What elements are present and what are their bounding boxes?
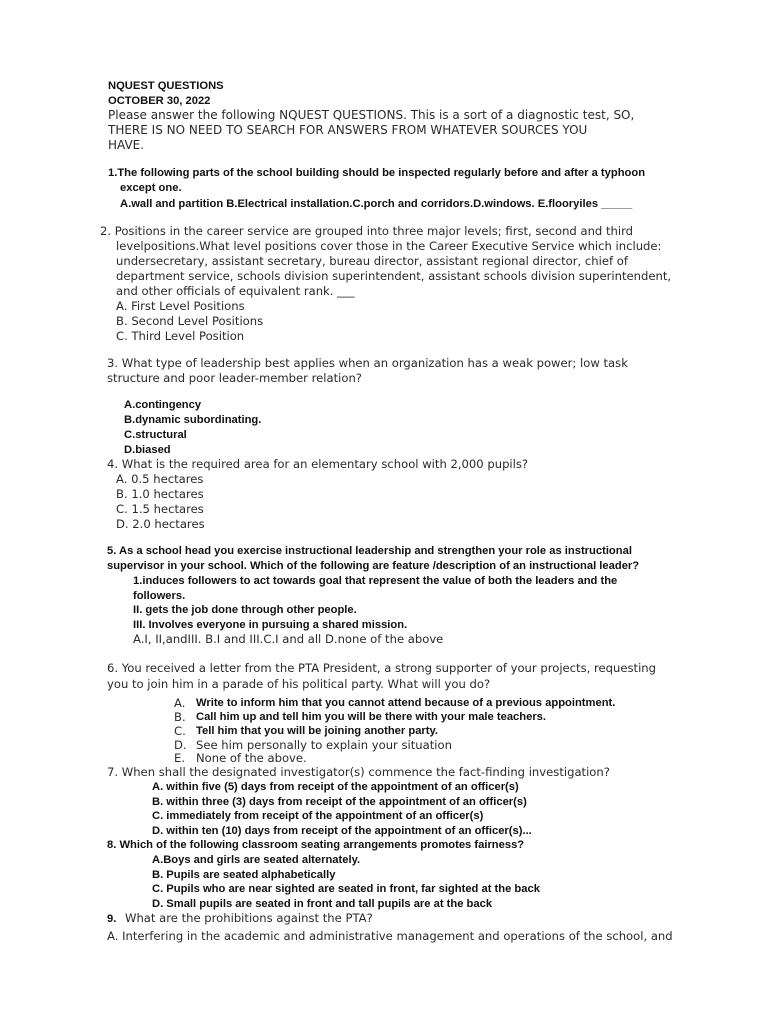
q5-item-2: II. gets the job done through other people. bbox=[133, 604, 357, 616]
q4-line-1: 4. What is the required area for an elementary school with 2,000 pupils? bbox=[107, 457, 529, 471]
q2-option-a: A. First Level Positions bbox=[116, 299, 245, 313]
q9-option-a: A. Interfering in the academic and administrative management and operations of the school, and bbox=[107, 929, 673, 943]
q3-line-1: 3. What type of leadership best applies when an organization has a weak power; low task bbox=[107, 356, 628, 370]
q1-line-1: 1.The following parts of the school building should be inspected regularly before and after a typhoon bbox=[108, 167, 646, 179]
q4-option-a: A. 0.5 hectares bbox=[116, 472, 204, 486]
q3-option-d: D.biased bbox=[124, 444, 171, 456]
document-title: NQUEST QUESTIONS bbox=[108, 80, 224, 92]
q2-line-1: 2. Positions in the career service are grouped into three major levels; first, second and third bbox=[100, 224, 633, 238]
q5-item-1: 1.induces followers to act towards goal that represent the value of both the leaders and the bbox=[133, 575, 618, 587]
q2-line-5: and other officials of equivalent rank. ___ bbox=[116, 284, 355, 298]
document-date: OCTOBER 30, 2022 bbox=[108, 95, 211, 107]
q2-option-c: C. Third Level Position bbox=[116, 329, 245, 343]
q5-line-2: supervisor in your school. Which of the following are feature /description of an instructional leader? bbox=[107, 560, 640, 572]
q1-choices: A.wall and partition B.Electrical installation.C.porch and corridors.D.windows. E.flooryiles _____ bbox=[120, 198, 633, 210]
q3-option-b: B.dynamic subordinating. bbox=[124, 414, 262, 426]
q9-number: 9. bbox=[107, 913, 117, 925]
q6-option-e-text: None of the above. bbox=[196, 751, 307, 765]
q6-option-d-text: See him personally to explain your situation bbox=[196, 738, 452, 752]
instructions-line-1: Please answer the following NQUEST QUESTIONS. This is a sort of a diagnostic test, SO, bbox=[108, 108, 635, 122]
q4-option-c: C. 1.5 hectares bbox=[116, 502, 204, 516]
q6-line-1: 6. You received a letter from the PTA President, a strong supporter of your projects, requesting bbox=[107, 661, 656, 675]
q6-option-e-letter: E. bbox=[174, 751, 186, 765]
q5-item-3: III. Involves everyone in pursuing a shared mission. bbox=[133, 619, 408, 631]
q2-line-3: undersecretary, assistant secretary, bureau director, assistant regional director, chief of bbox=[116, 254, 628, 268]
q8-option-c: C. Pupils who are near sighted are seated in front, far sighted at the back bbox=[152, 883, 540, 895]
q7-option-d: D. within ten (10) days from receipt of the appointment of an officer(s)... bbox=[152, 825, 532, 837]
q6-option-a-text: Write to inform him that you cannot attend because of a previous appointment. bbox=[196, 697, 616, 709]
q3-option-a: A.contingency bbox=[124, 399, 202, 411]
q2-line-2: levelpositions.What level positions cover those in the Career Executive Service which include: bbox=[116, 239, 662, 253]
q4-option-d: D. 2.0 hectares bbox=[116, 517, 205, 531]
q7-line-1: 7. When shall the designated investigator(s) commence the fact-finding investigation? bbox=[107, 765, 610, 779]
q6-option-d-letter: D. bbox=[174, 738, 187, 752]
q2-line-4: department service, schools division superintendent, assistant schools division superintendent, bbox=[116, 269, 672, 283]
q4-option-b: B. 1.0 hectares bbox=[116, 487, 204, 501]
q6-option-a-letter: A. bbox=[174, 696, 186, 710]
q1-line-2: except one. bbox=[120, 182, 182, 194]
q5-item-1-cont: followers. bbox=[133, 590, 186, 602]
q2-option-b: B. Second Level Positions bbox=[116, 314, 264, 328]
q5-line-1: 5. As a school head you exercise instructional leadership and strengthen your role as instructional bbox=[107, 545, 632, 557]
q6-line-2: you to join him in a parade of his political party. What will you do? bbox=[107, 677, 491, 691]
q8-option-a: A.Boys and girls are seated alternately. bbox=[152, 854, 361, 866]
instructions-line-2: THERE IS NO NEED TO SEARCH FOR ANSWERS FROM WHATEVER SOURCES YOU bbox=[108, 123, 588, 137]
q7-option-c: C. immediately from receipt of the appointment of an officer(s) bbox=[152, 810, 484, 822]
q3-option-c: C.structural bbox=[124, 429, 187, 441]
q6-option-c-text: Tell him that you will be joining another party. bbox=[196, 725, 438, 737]
q7-option-a: A. within five (5) days from receipt of the appointment of an officer(s) bbox=[152, 781, 519, 793]
q9-question: What are the prohibitions against the PTA? bbox=[125, 911, 373, 925]
q7-option-b: B. within three (3) days from receipt of the appointment of an officer(s) bbox=[152, 796, 527, 808]
q8-line-1: 8. Which of the following classroom seating arrangements promotes fairness? bbox=[107, 839, 525, 851]
q6-option-b-text: Call him up and tell him you will be there with your male teachers. bbox=[196, 711, 546, 723]
q8-option-d: D. Small pupils are seated in front and tall pupils are at the back bbox=[152, 898, 493, 910]
q8-option-b: B. Pupils are seated alphabetically bbox=[152, 869, 336, 881]
q3-line-2: structure and poor leader-member relation? bbox=[107, 371, 362, 385]
q6-option-b-letter: B. bbox=[174, 710, 186, 724]
q6-option-c-letter: C. bbox=[174, 724, 186, 738]
instructions-line-3: HAVE. bbox=[108, 138, 145, 152]
q5-answer-choices: A.I, II,andIII. B.I and III.C.I and all D.none of the above bbox=[133, 632, 444, 646]
